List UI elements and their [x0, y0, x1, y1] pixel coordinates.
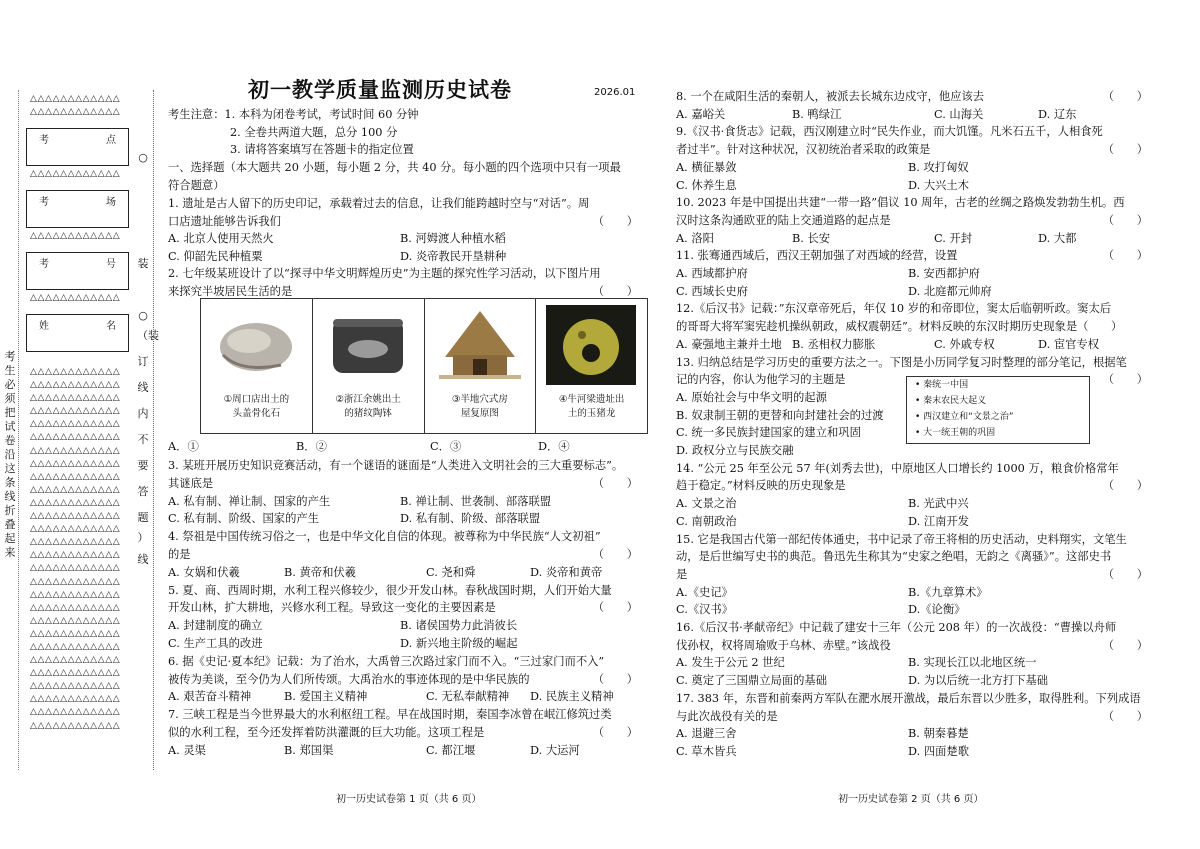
question-line: [168, 195, 646, 213]
answer-option[interactable]: C. 尧和舜: [426, 565, 476, 579]
question-line: [168, 582, 646, 600]
jade-dragon-icon: [546, 305, 636, 385]
picture-caption: ②浙江余姚出土: [335, 394, 401, 405]
question-text: A. 原始社会与中华文明的起源: [676, 390, 827, 404]
answer-option[interactable]: B. 攻打匈奴: [908, 160, 969, 174]
question-text: 与此次战役有关的是: [676, 709, 778, 723]
question-text: 其谜底是: [168, 476, 214, 490]
triangle-row: △△△△△△△△△△△△: [30, 537, 121, 548]
label-char: 考: [39, 197, 49, 208]
question-line: [676, 637, 1156, 655]
question-line: [676, 708, 1156, 726]
question-text: 2. 七年级某班设计了以“探寻中华文明辉煌历史”为主题的探究性学习活动，以下图片用: [168, 267, 601, 281]
answer-blank[interactable]: （ ）: [592, 285, 638, 298]
picture-jade: [536, 299, 647, 433]
label-char: 考: [39, 259, 49, 270]
triangle-row: △△△△△△△△△△△△: [30, 380, 121, 391]
answer-option[interactable]: A. 灵渠: [168, 743, 206, 757]
question-text: 9.《汉书·食货志》记载，西汉刚建立时“民失作业，而大饥馑。凡米石五千，人相食死: [676, 125, 1103, 139]
triangle-row: △△△△△△△△△△△△: [30, 694, 121, 705]
answer-option[interactable]: A. 艰苦奋斗精神: [168, 690, 252, 704]
question-text: 伐孙权，权将周瑜败于乌林、赤壁。”该战役: [676, 638, 891, 652]
answer-option[interactable]: D. 新兴地主阶级的崛起: [400, 637, 518, 650]
triangle-row: △△△△△△△△△△△△: [30, 293, 121, 303]
answer-option[interactable]: A. 嘉峪关: [676, 107, 726, 121]
picture-row: [200, 298, 648, 434]
question-text: 11. 张骞通西域后，西汉王朝加强了对西域的经营，设置: [676, 249, 958, 263]
question-line: [168, 213, 646, 231]
answer-blank[interactable]: （ ）: [592, 601, 638, 615]
answer-option[interactable]: C. 奠定了三国鼎立局面的基础: [676, 674, 827, 688]
answer-option[interactable]: A. 女娲和伏羲: [168, 565, 240, 579]
answer-option[interactable]: A. 横征暴敛: [676, 160, 737, 174]
pottery-bowl-icon: [323, 305, 413, 385]
triangle-row: △△△△△△△△△△△△: [30, 419, 121, 430]
triangle-row: △△△△△△△△△△△△: [30, 497, 121, 508]
answer-option[interactable]: D. 为以后统一北方打下基础: [908, 674, 1049, 688]
skull-fossil-icon: [211, 305, 301, 385]
question-text: C. 统一多民族封建国家的建立和巩固: [676, 426, 861, 440]
answer-blank[interactable]: （ ）: [1102, 213, 1148, 227]
question-text: 12.《后汉书》记载：”东汉章帝死后，年仅 10 岁的和帝即位，窦太后临朝听政。窦太后: [676, 302, 1112, 316]
answer-option[interactable]: C. 生产工具的改进: [168, 637, 263, 650]
answer-option[interactable]: D. 大兴土木: [908, 178, 970, 192]
triangle-row: △△△△△△△△△△△△: [30, 550, 121, 561]
answer-blank[interactable]: （ ）: [592, 726, 638, 739]
question-line: [168, 528, 646, 546]
question-text: 口店遗址能够告诉我们: [168, 214, 281, 228]
question-line: [676, 442, 1156, 460]
question-text: 7. 三峡工程是当今世界最大的水利枢纽工程。早在战国时期，秦国李冰曾在岷江修筑过类: [168, 708, 612, 722]
answer-option[interactable]: C. 仰韶先民种植粟: [168, 249, 263, 263]
question-line: [676, 477, 1156, 495]
answer-option[interactable]: C. 开封: [934, 231, 973, 245]
triangle-row: △△△△△△△△△△△△: [30, 707, 121, 718]
picture-caption: ④牛河梁遗址出: [558, 394, 625, 405]
answer-blank[interactable]: （ ）: [592, 214, 638, 228]
answer-option[interactable]: A.《史记》: [676, 585, 733, 599]
answer-option[interactable]: B. 朝秦暮楚: [908, 727, 969, 741]
answer-option[interactable]: B. 禅让制、世袭制、部落联盟: [400, 494, 552, 508]
exam-number-box[interactable]: [26, 252, 129, 290]
question-text: 趋于稳定。”材料反映的历史现象是: [676, 479, 846, 493]
label-char: 号: [106, 259, 116, 270]
question-line: [676, 619, 1156, 637]
answer-blank[interactable]: （ ）: [1102, 479, 1148, 493]
answer-option[interactable]: D. 炎帝和黄帝: [530, 565, 603, 579]
answer-option[interactable]: B. 鸭绿江: [792, 107, 842, 121]
answer-option[interactable]: B. 实现长江以北地区统一: [908, 656, 1037, 670]
question-text: 14. “公元 25 年至公元 57 年(刘秀去世)，中原地区人口增长约 1000 万，粮食价格常年: [676, 461, 1119, 475]
note-item: • 西汉建立和“文景之治”: [915, 412, 1014, 422]
dotted-binding-line-outer: [18, 90, 19, 770]
notice-line-3: 3. 请将答案填写在答题卡的指定位置: [230, 143, 414, 156]
triangle-row: △△△△△△△△△△△△: [30, 231, 121, 241]
answer-option[interactable]: C.《汉书》: [676, 603, 734, 617]
triangle-row: △△△△△△△△△△△△: [30, 445, 121, 456]
question-line: [676, 247, 1156, 265]
question-text: 1. 遗址是古人留下的历史印记，承载着过去的信息，让我们能跨越时空与“对话”。周: [168, 197, 590, 210]
question-text: 10. 2023 年是中国提出共建“一带一路”倡议 10 周年，古老的丝绸之路焕发勃勃生机。西: [676, 196, 1125, 210]
picture-skull: [201, 299, 313, 433]
answer-option[interactable]: A. 私有制、禅让制、国家的产生: [168, 494, 331, 508]
label-char: 点: [106, 135, 116, 146]
question-text: 的是: [168, 548, 191, 561]
answer-option[interactable]: B. 诸侯国势力此消彼长: [400, 619, 518, 633]
triangle-row: △△△△△△△△△△△△: [30, 668, 121, 679]
question-line: [168, 671, 646, 689]
answer-option[interactable]: D. 私有制、阶级、部落联盟: [400, 512, 541, 526]
answer-option[interactable]: D. 江南开发: [908, 514, 970, 528]
answer-option[interactable]: D. 大都: [1038, 231, 1077, 245]
triangle-row: △△△△△△△△△△△△: [30, 107, 121, 118]
triangle-row: △△△△△△△△△△△△: [30, 406, 121, 417]
question-line: [168, 546, 646, 564]
answer-option[interactable]: B. 爱国主义精神: [284, 690, 368, 704]
label-char: 姓: [39, 321, 49, 332]
binding-line-text: ○ 装 ○ （装 订 线 内 不 要 答 题 ） 线: [137, 151, 159, 566]
answer-blank[interactable]: （ ）: [1102, 249, 1148, 263]
answer-option[interactable]: D.《论衡》: [908, 603, 966, 617]
option: A．①: [168, 440, 199, 453]
exam-point-box[interactable]: [26, 128, 129, 166]
question-line: [676, 141, 1156, 159]
triangle-row: △△△△△△△△△△△△: [30, 432, 121, 443]
answer-option[interactable]: C. 南朝政治: [676, 514, 737, 528]
note-item: • 秦统一中国: [915, 380, 969, 390]
picture-house: [425, 299, 537, 433]
triangle-row: △△△△△△△△△△△△: [30, 641, 121, 652]
answer-blank[interactable]: （ ）: [1102, 638, 1148, 652]
answer-option[interactable]: C. 山海关: [934, 107, 984, 121]
triangle-row: △△△△△△△△△△△△: [30, 169, 121, 179]
question-line: [676, 548, 1156, 566]
question-text: 17. 383 年，东晋和前秦两方军队在淝水展开激战，最后东晋以少胜多，取得胜利。下列成语: [676, 691, 1141, 705]
question-text: 4. 祭祖是中国传统习俗之一，也是中华文化自信的体现。被尊称为中华民族“人文初祖”: [168, 530, 601, 544]
question-text: 是: [676, 567, 688, 581]
triangle-row: △△△△△△△△△△△△: [30, 393, 121, 404]
answer-option[interactable]: C. 无私奉献精神: [426, 690, 510, 704]
question-text: 3. 某班开展历史知识竞赛活动，有一个谜语的谜面是“人类进入文明社会的三大重要标志”。: [168, 459, 624, 472]
answer-blank[interactable]: （ ）: [592, 672, 638, 686]
question-line: [676, 194, 1156, 212]
answer-option[interactable]: A. 豪强地主兼并土地: [676, 337, 782, 351]
answer-option[interactable]: C. 草木皆兵: [676, 744, 737, 758]
answer-option[interactable]: D. 炎帝教民开垦耕种: [400, 249, 507, 263]
question-text: 16.《后汉书·孝献帝纪》中记载了建安十三年（公元 208 年）的一次战役：“曹操以舟师: [676, 621, 1117, 634]
question-text: 来探究半坡居民生活的是: [168, 285, 293, 298]
answer-option[interactable]: A. 退避三舍: [676, 727, 737, 741]
triangle-row: △△△△△△△△△△△△: [30, 524, 121, 535]
option: D．④: [538, 440, 570, 453]
picture-caption: ③半地穴式房: [451, 394, 508, 405]
question-line: [676, 212, 1156, 230]
answer-blank[interactable]: （ ）: [1102, 567, 1148, 581]
answer-option[interactable]: C. 西域长史府: [676, 284, 748, 298]
section-heading-cont: 符合题意）: [168, 179, 225, 192]
question-line: [168, 475, 646, 493]
option: B．②: [296, 440, 327, 453]
question-text: 6. 据《史记·夏本纪》记载：为了治水，大禹曾三次路过家门而不入。“三过家门而不入”: [168, 654, 605, 668]
side-fold-note: 考 生 必 须 把 试 卷 沿 这 条 线 折 叠 起 来: [4, 350, 16, 559]
picture-caption: 屋复原图: [460, 408, 499, 419]
question-line: [676, 531, 1156, 549]
answer-option[interactable]: B. 河姆渡人种植水稻: [400, 232, 506, 246]
answer-blank[interactable]: （ ）: [1102, 373, 1148, 387]
answer-blank[interactable]: （ ）: [592, 548, 638, 561]
footer-page-2: 初一历史试卷第 2 页（共 6 页）: [838, 794, 984, 805]
section-heading: 一、选择题（本大题共 20 小题，每小题 2 分，共 40 分。每小题的四个选项中只有一项最: [168, 161, 621, 174]
picture-caption: 的猪纹陶钵: [344, 408, 392, 419]
triangle-row: △△△△△△△△△△△△: [30, 628, 121, 639]
triangle-row: △△△△△△△△△△△△: [30, 484, 121, 495]
label-char: 名: [106, 321, 116, 332]
question-line: [168, 706, 646, 724]
answer-blank[interactable]: （ ）: [592, 476, 638, 490]
answer-option[interactable]: B. 黄帝和伏羲: [284, 565, 356, 579]
question-text: 者过半”。针对这种状况，汉初统治者采取的政策是: [676, 143, 931, 157]
triangle-border-bottom: [30, 366, 120, 733]
answer-blank[interactable]: （ ）: [1102, 143, 1148, 157]
question-line: [676, 566, 1156, 584]
question-line: [168, 265, 646, 283]
answer-option[interactable]: A. 发生于公元 2 世纪: [676, 656, 785, 670]
question-text: 汉时这条沟通欧亚的陆上交通道路的起点是: [676, 213, 891, 227]
triangle-row: △△△△△△△△△△△△: [30, 471, 121, 482]
answer-option[interactable]: A. 西域都护府: [676, 267, 748, 280]
answer-option[interactable]: B. 长安: [792, 231, 831, 245]
question-line: [676, 123, 1156, 141]
question-line: [168, 599, 646, 617]
answer-option[interactable]: C. 外戚专权: [934, 337, 995, 351]
question-text: 5. 夏、商、西周时期，水利工程兴修较少，很少开发山林。春秋战国时期，人们开始大量: [168, 583, 612, 597]
thatched-house-icon: [435, 305, 525, 385]
question-text: 的哥哥大将军窦宪趁机操纵朝政，威权震朝廷”。材料反映的东汉时期历史现象是（ ）: [676, 320, 1123, 334]
exam-date: 2026.01: [594, 87, 636, 98]
question-text: 被传为美谈，至今仍为人们所传颂。大禹治水的事迹体现的是中华民族的: [168, 672, 530, 686]
answer-option[interactable]: C. 休养生息: [676, 178, 737, 192]
answer-blank[interactable]: （ ）: [1102, 90, 1148, 103]
answer-option[interactable]: A. 洛阳: [676, 231, 714, 245]
triangle-row: △△△△△△△△△△△△: [30, 720, 121, 731]
answer-option[interactable]: B.《九章算术》: [908, 585, 988, 599]
question-text: 开发山林，扩大耕地，兴修水利工程。导致这一变化的主要因素是: [168, 601, 496, 615]
label-char: 考: [39, 135, 49, 146]
answer-option[interactable]: D. 北庭都元帅府: [908, 284, 992, 298]
label-char: 场: [106, 197, 116, 208]
answer-option[interactable]: A. 封建制度的确立: [168, 619, 263, 633]
question-line: [676, 318, 1156, 336]
question-line: [168, 724, 646, 742]
question-text: 似的水利工程，至今还发挥着防洪灌溉的巨大功能。这项工程是: [168, 726, 485, 739]
triangle-row: △△△△△△△△△△△△: [30, 615, 121, 626]
notice-line-2: 2. 全卷共两道大题，总分 100 分: [230, 126, 398, 139]
question-text: D. 政权分立与民族交融: [676, 444, 794, 457]
triangle-row: △△△△△△△△△△△△: [30, 576, 121, 587]
option: C．③: [430, 440, 462, 453]
answer-option[interactable]: C. 私有制、阶级、国家的产生: [168, 512, 319, 526]
question-line: [676, 88, 1156, 106]
triangle-border: [30, 168, 120, 181]
question-line: [676, 460, 1156, 478]
triangle-row: △△△△△△△△△△△△: [30, 589, 121, 600]
question-line: [168, 653, 646, 671]
question-line: [676, 354, 1156, 372]
triangle-row: △△△△△△△△△△△△: [30, 367, 121, 377]
answer-option[interactable]: D. 宦官专权: [1038, 337, 1100, 351]
question-text: 8. 一个在咸阳生活的秦朝人，被派去长城东边戍守，他应该去: [676, 90, 985, 103]
answer-option[interactable]: D. 辽东: [1038, 107, 1077, 121]
answer-option[interactable]: B. 郑国渠: [284, 743, 334, 757]
note-item: • 秦末农民大起义: [915, 396, 987, 406]
dotted-binding-line: [153, 90, 154, 770]
triangle-border: [30, 292, 120, 305]
answer-option[interactable]: A. 北京人使用天然火: [168, 232, 274, 246]
answer-option[interactable]: D. 大运河: [530, 743, 580, 757]
answer-option[interactable]: D. 民族主义精神: [530, 690, 614, 704]
triangle-row: △△△△△△△△△△△△: [30, 458, 121, 469]
triangle-border: [30, 230, 120, 243]
answer-blank[interactable]: （ ）: [1102, 709, 1148, 723]
footer-page-1: 初一历史试卷第 1 页（共 6 页）: [336, 794, 482, 805]
answer-option[interactable]: B. 光武中兴: [908, 497, 969, 511]
study-notes-box: [906, 376, 1090, 444]
answer-option[interactable]: B. 安西都护府: [908, 267, 980, 280]
question-text: 记的内容，你认为他学习的主题是: [676, 373, 846, 387]
notice-line-1: 考生注意：1. 本科为闭卷考试，考试时间 60 分钟: [168, 108, 419, 121]
answer-option[interactable]: D. 四面楚歌: [908, 744, 970, 758]
answer-option[interactable]: B. 丞相权力膨胀: [792, 337, 876, 351]
answer-option[interactable]: A. 文景之治: [676, 497, 737, 511]
page-title: 初一教学质量监测历史试卷: [248, 78, 512, 102]
triangle-row: △△△△△△△△△△△△: [30, 94, 121, 104]
question-line: [168, 457, 646, 475]
triangle-row: △△△△△△△△△△△△: [30, 655, 121, 666]
note-item: • 大一统王朝的巩固: [915, 428, 996, 438]
picture-caption: 土的玉猪龙: [567, 408, 616, 419]
question-text: 动，是后世编写史书的典范。鲁迅先生称其为“史家之绝唱，无韵之《离骚》”。这部史书: [676, 550, 1112, 564]
triangle-row: △△△△△△△△△△△△: [30, 511, 121, 522]
name-box[interactable]: [26, 314, 129, 352]
triangle-row: △△△△△△△△△△△△: [30, 681, 121, 692]
triangle-row: △△△△△△△△△△△△: [30, 563, 121, 574]
question-text: 13. 归纳总结是学习历史的重要方法之一。下图是小历同学复习时整理的部分笔记，根据笔: [676, 355, 1127, 369]
answer-option[interactable]: C. 都江堰: [426, 743, 476, 757]
triangle-border-top: [30, 93, 120, 119]
picture-pottery: [313, 299, 425, 433]
triangle-row: △△△△△△△△△△△△: [30, 602, 121, 613]
question-text: 15. 它是我国古代第一部纪传体通史，书中记录了帝王将相的历史活动，史料翔实，文笔生: [676, 532, 1127, 546]
question-line: [676, 300, 1156, 318]
picture-caption: ①周口店出土的: [223, 394, 290, 405]
question-text: B. 奴隶制王朝的更替和向封建社会的过渡: [676, 408, 884, 422]
question-line: [676, 690, 1156, 708]
picture-caption: 头盖骨化石: [232, 408, 281, 419]
exam-room-box[interactable]: [26, 190, 129, 228]
